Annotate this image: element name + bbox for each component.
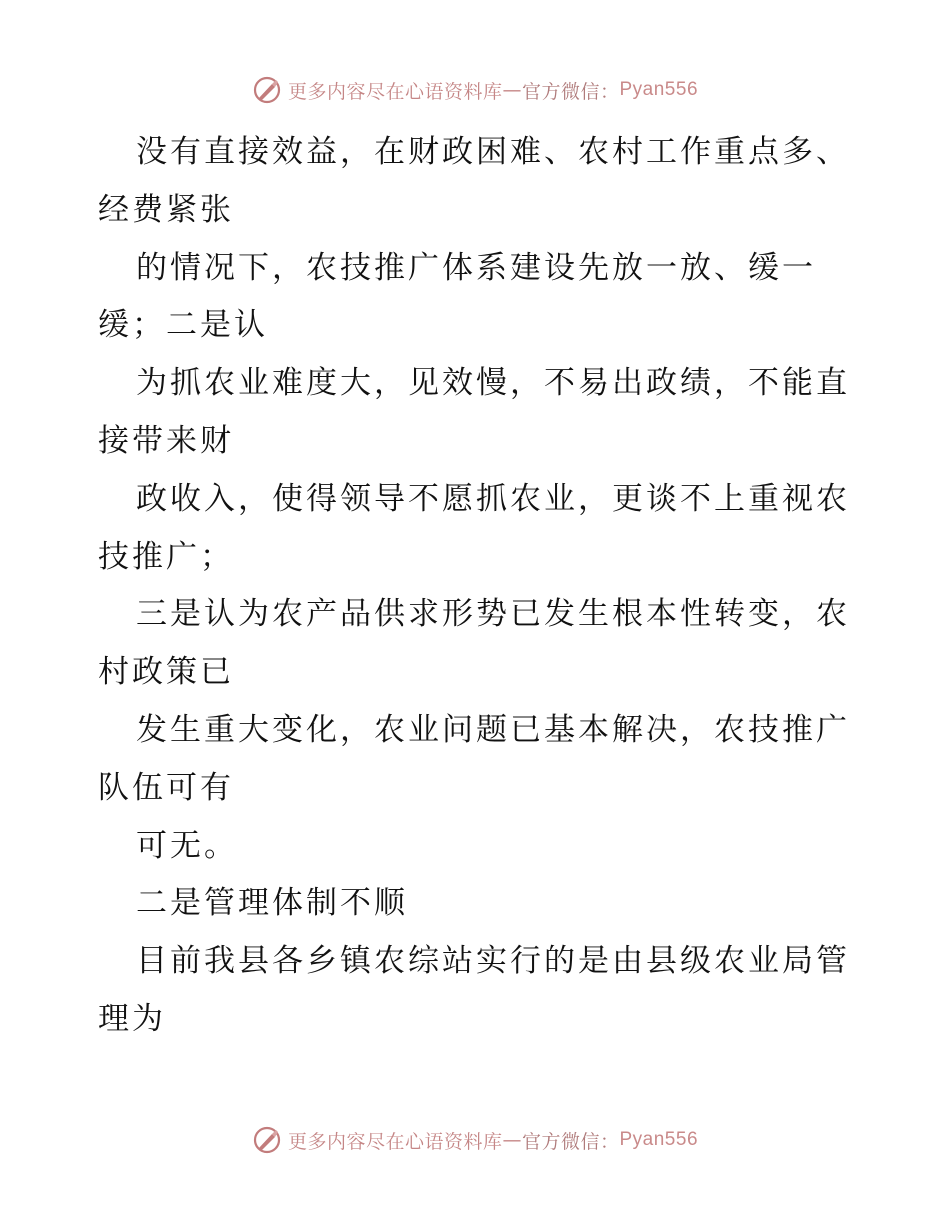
document-body: [98, 124, 858, 1049]
body-line: 发生重大变化，农业问题已基本解决，农技推广: [136, 711, 850, 748]
section-heading: 二是管理体制不顺: [136, 885, 408, 922]
body-line: 的情况下，农技推广体系建设先放一放、缓一: [136, 249, 816, 286]
body-line: 村政策已: [98, 654, 234, 691]
body-line: 可无。: [136, 827, 238, 864]
body-line: 理为: [98, 1000, 166, 1037]
pen-logo-icon: [252, 1125, 282, 1155]
body-line: 接带来财: [98, 422, 234, 459]
watermark-wechat-label: 官方微信：: [521, 80, 620, 103]
body-line: 政收入，使得领导不愿抓农业，更谈不上重视农: [136, 480, 850, 517]
watermark-brand: 更多内容尽在心语资料库: [287, 80, 503, 103]
watermark-brand: 更多内容尽在心语资料库: [287, 1130, 503, 1153]
body-line: 缓；二是认: [98, 307, 268, 344]
body-line: 目前我县各乡镇农综站实行的是由县级农业局管: [136, 943, 850, 980]
body-line: 没有直接效益，在财政困难、农村工作重点多、: [136, 134, 850, 170]
watermark-wechat-label: 官方微信：: [521, 1130, 620, 1153]
pen-logo-icon: [252, 75, 282, 105]
watermark-wechat-id: Pyan556: [619, 1129, 699, 1150]
body-line: 经费紧张: [98, 191, 234, 228]
body-line: 为抓农业难度大，见效慢，不易出政绩，不能直: [136, 365, 850, 402]
footer-watermark: [0, 1120, 950, 1160]
body-line: 三是认为农产品供求形势已发生根本性转变，农: [136, 596, 850, 633]
body-line: 队伍可有: [98, 769, 234, 806]
header-watermark: [0, 70, 950, 110]
watermark-separator: —: [502, 79, 522, 101]
watermark-wechat-id: Pyan556: [619, 79, 699, 100]
body-line: 技推广；: [98, 538, 234, 575]
watermark-separator: —: [502, 1129, 522, 1151]
